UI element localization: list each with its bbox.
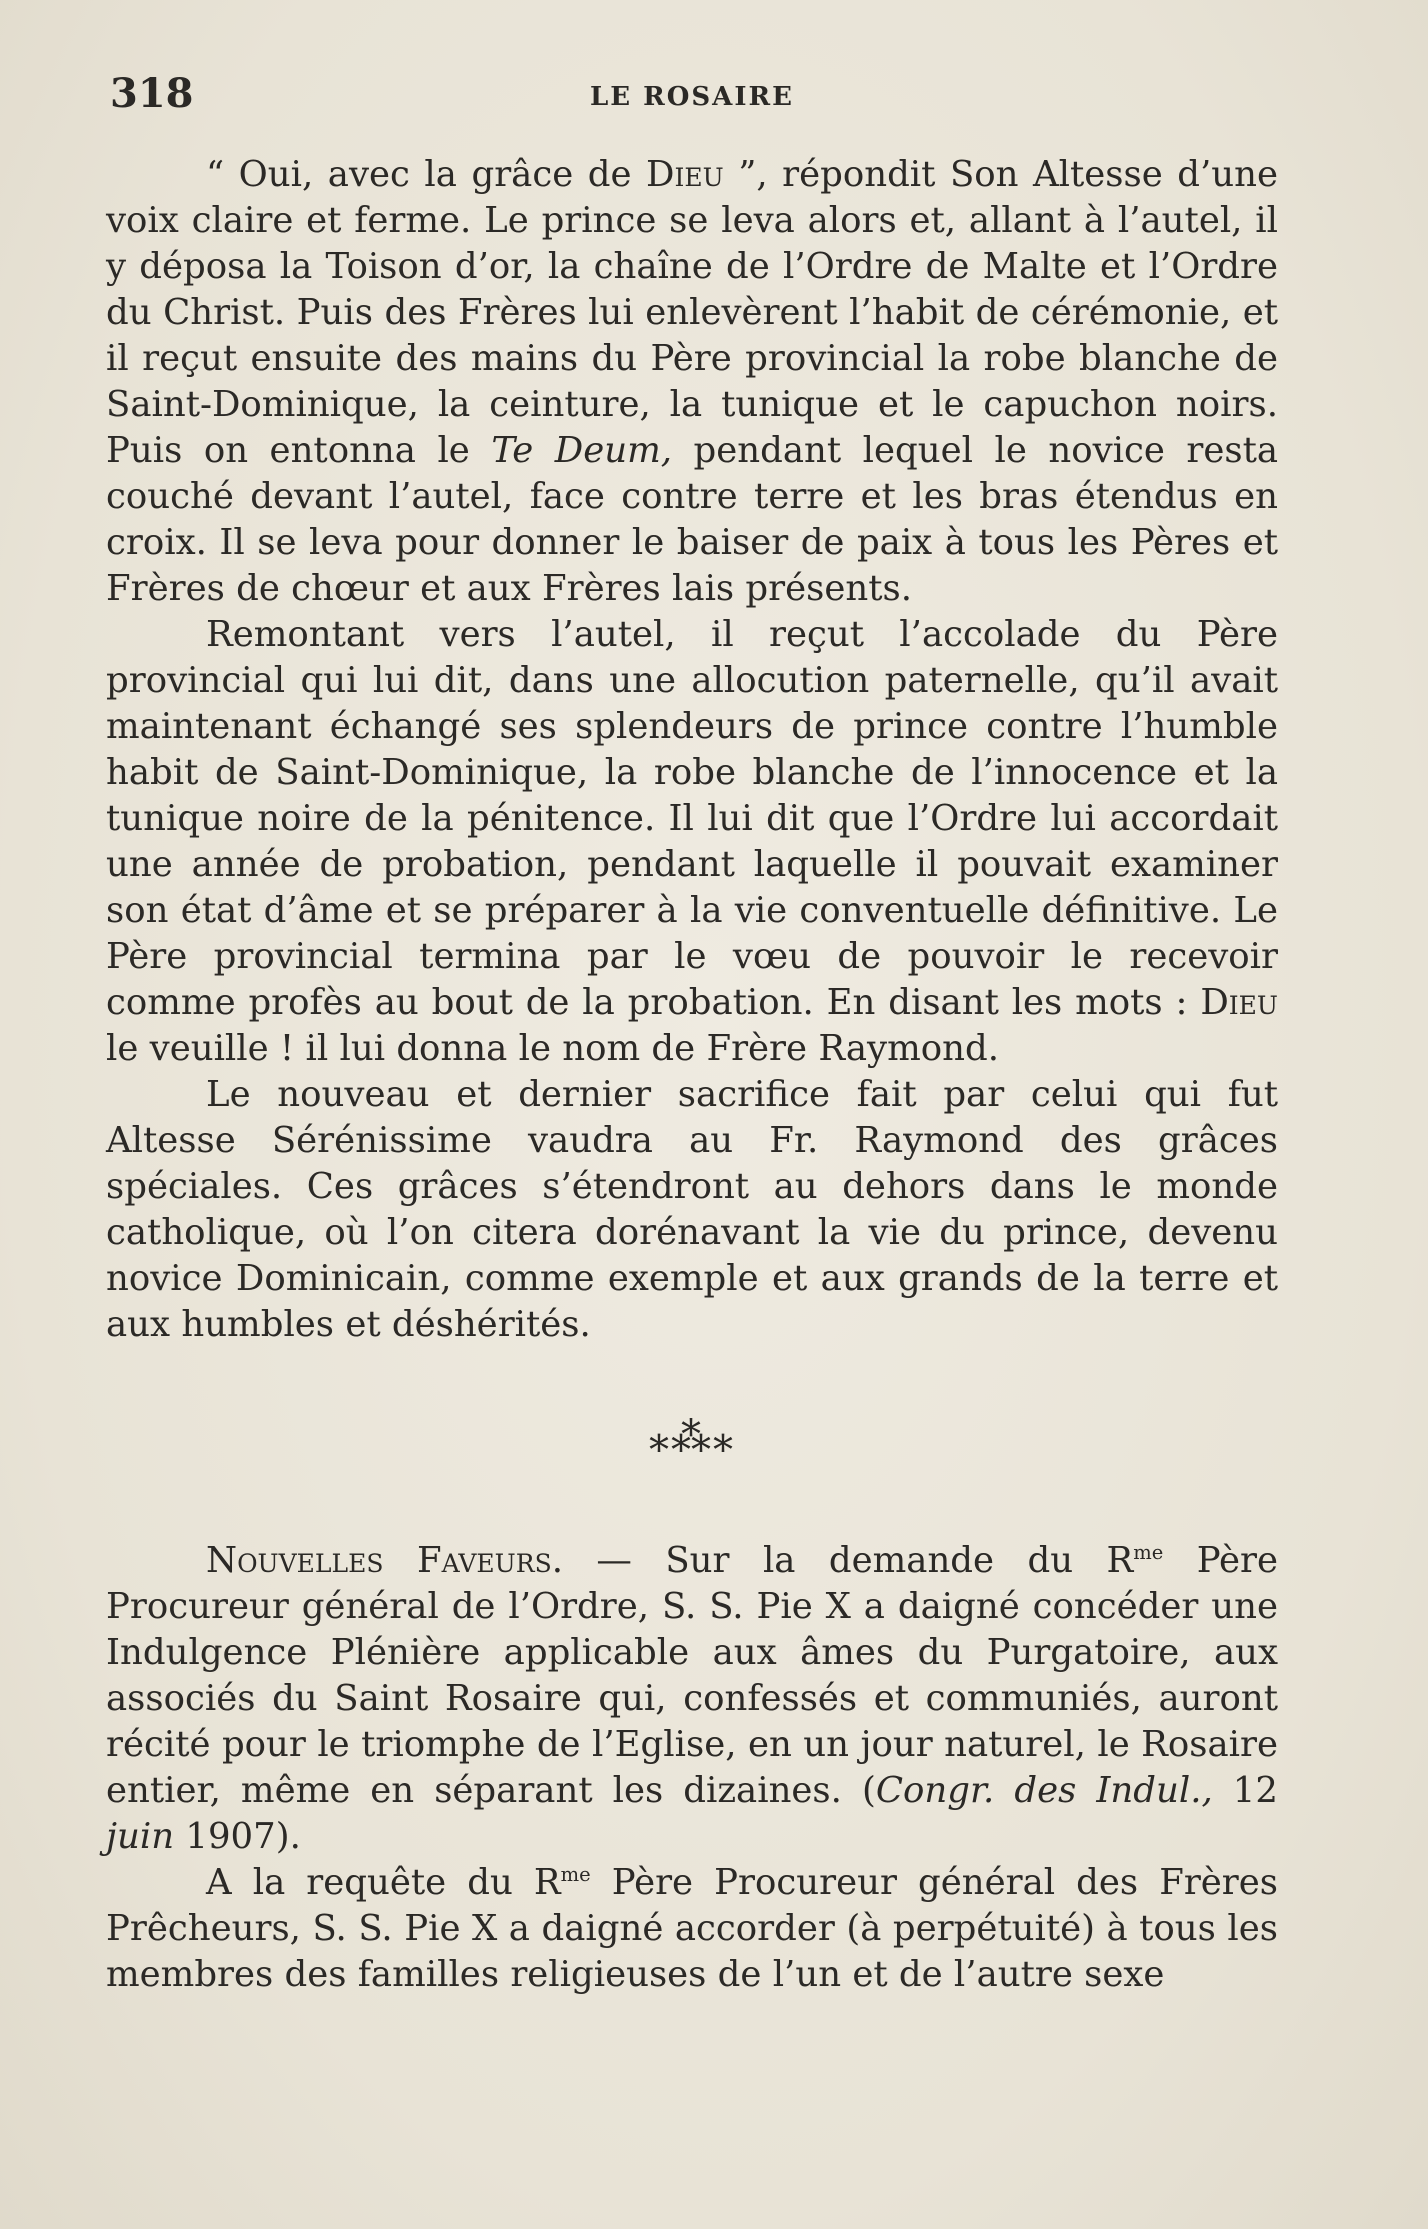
paragraph-sacrifice: Le nouveau et dernier sacrifice fait par celui qui fut Altesse Sérénissime vaudra au Fr. Raymond des grâces spéciales. Ces grâces s’étendront au dehors dans le monde catholique, où l’on citera dorénavant la vie du prince, devenu novice Dominicain, comme exemple et aux grands de la terre et aux humbles et déshérités. [106,1074,1278,1345]
body-text [106,152,1278,1998]
paragraph-nouvelles-faveurs: Nouvelles Faveurs. — Sur la demande du $R^{me}$ Père Procureur général de l’Ordre, S. S. Pie X a daigné concéder une Indulgence Plénière applicable aux âmes du Purgatoire, aux associés du Saint Rosaire qui, confessés et communiés, auront récité pour le triomphe de l’Eglise, en un jour naturel, le Rosaire entier, même en séparant les dizaines. (Congr. des Indul., 12 juin 1907). [106,1540,1279,1857]
paragraph-investiture: “ Oui, avec la grâce de Dieu ”, répondit Son Altesse d’une voix claire et ferme. Le prince se leva alors et, allant à l’autel, il y déposa la Toison d’or, la chaîne de l’Ordre de Malte et l’Ordre du Christ. Puis des Frères lui enlevèrent l’habit de cérémonie, et il reçut ensuite des mains du Père provincial la robe blanche de Saint-Dominique, la ceinture, la tunique et le capuchon noirs. Puis on entonna le Te Deum, pendant lequel le novice resta couché devant l’autel, face contre terre et les bras étendus en croix. Il se leva pour donner le baiser de paix à tous les Pères et Frères de chœur et aux Frères lais présents. [106,154,1279,609]
te-deum-italic: Te Deum, [491,430,673,471]
running-head [110,70,1270,120]
section-heading: Nouvelles Faveurs. [206,1540,563,1581]
asterism-divider: ⁎⁂⁎ [649,1415,735,1461]
dieu-smallcaps: Dieu [1200,982,1278,1023]
citation-italic: Congr. des Indul., [875,1770,1213,1811]
paragraph-accolade: Remontant vers l’autel, il reçut l’accolade du Père provincial qui lui dit, dans une allocution paternelle, qu’il avait maintenant échangé ses splendeurs de prince contre l’humble habit de Saint-Dominique, la robe blanche de l’innocence et la tunique noire de la pénitence. Il lui dit que l’Ordre lui accordait une année de probation, pendant laquelle il pouvait examiner son état d’âme et se préparer à la vie conventuelle définitive. Le Père provincial termina par le vœu de pouvoir le recevoir comme profès au bout de la probation. En disant les mots : Dieu le veuille ! il lui donna le nom de Frère Raymond. [106,614,1278,1069]
paragraph-requete: A la requête du $R^{me}$ Père Procureur général des Frères Prêcheurs, S. S. Pie X a daigné accorder (à perpétuité) à tous les membres des familles religieuses de l’un et de l’autre sexe [106,1862,1279,1995]
running-title: LE ROSAIRE [590,82,794,112]
page-number: 318 [110,70,194,117]
dieu-smallcaps: Dieu [646,154,724,195]
